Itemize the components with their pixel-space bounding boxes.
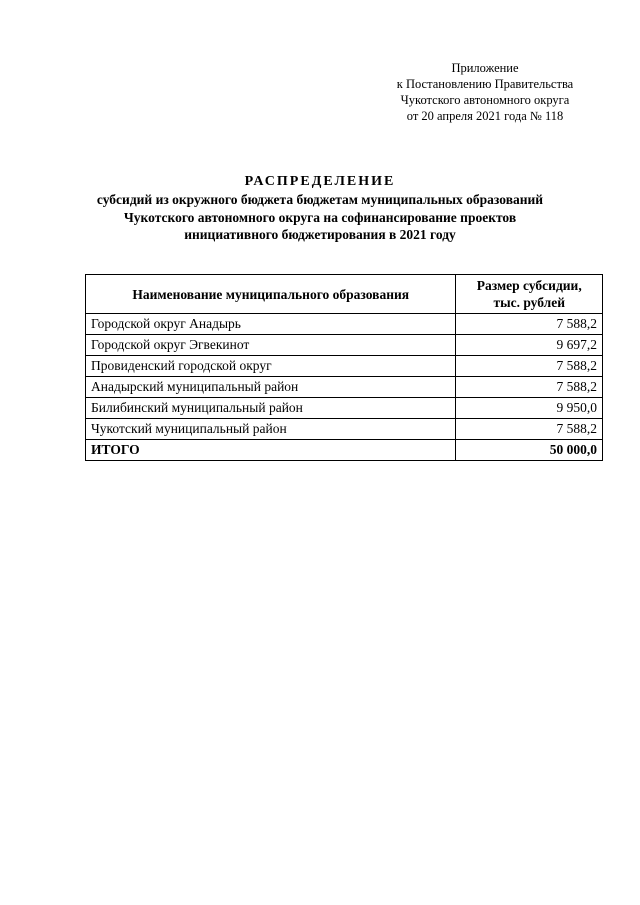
header-name: Наименование муниципального образования xyxy=(86,275,456,314)
subsidy-value: 7 588,2 xyxy=(456,314,603,335)
table-header-row xyxy=(86,275,603,314)
table-row xyxy=(86,377,603,398)
title-sub-line: Чукотского автономного округа на софинансирование проектов xyxy=(123,209,517,225)
municipality-name: Провиденский городской округ xyxy=(86,356,456,377)
subsidy-value: 9 697,2 xyxy=(456,335,603,356)
municipality-name: Городской округ Анадырь xyxy=(86,314,456,335)
total-label: ИТОГО xyxy=(86,440,456,461)
municipality-name: Городской округ Эгвекинот xyxy=(86,335,456,356)
title-main: РАСПРЕДЕЛЕНИЕ xyxy=(244,174,396,189)
subsidy-value: 7 588,2 xyxy=(456,377,603,398)
header-size-line: Размер субсидии, xyxy=(476,278,582,293)
appendix-block xyxy=(380,60,590,124)
title-sub-line: инициативного бюджетирования в 2021 году xyxy=(184,227,456,242)
distribution-table xyxy=(85,274,603,461)
subsidy-value: 9 950,0 xyxy=(456,398,603,419)
municipality-name: Чукотский муниципальный район xyxy=(86,419,456,440)
table-row xyxy=(86,356,603,377)
subsidy-value: 7 588,2 xyxy=(456,356,603,377)
title-sub-line: субсидий из окружного бюджета бюджетам муниципальных образований xyxy=(96,192,544,207)
appendix-line: Приложение xyxy=(451,61,519,75)
appendix-line: к Постановлению Правительства xyxy=(396,77,574,91)
appendix-line: Чукотского автономного округа xyxy=(400,93,570,107)
municipality-name: Анадырский муниципальный район xyxy=(86,377,456,398)
header-size xyxy=(456,275,603,314)
table-row xyxy=(86,335,603,356)
table-row xyxy=(86,419,603,440)
total-row xyxy=(86,440,603,461)
municipality-name: Билибинский муниципальный район xyxy=(86,398,456,419)
header-size-line: тыс. рублей xyxy=(493,295,566,310)
appendix-line: от 20 апреля 2021 года № 118 xyxy=(406,109,564,123)
total-value: 50 000,0 xyxy=(456,440,603,461)
table-row xyxy=(86,398,603,419)
table-row xyxy=(86,314,603,335)
document-title xyxy=(60,173,580,244)
subsidy-value: 7 588,2 xyxy=(456,419,603,440)
